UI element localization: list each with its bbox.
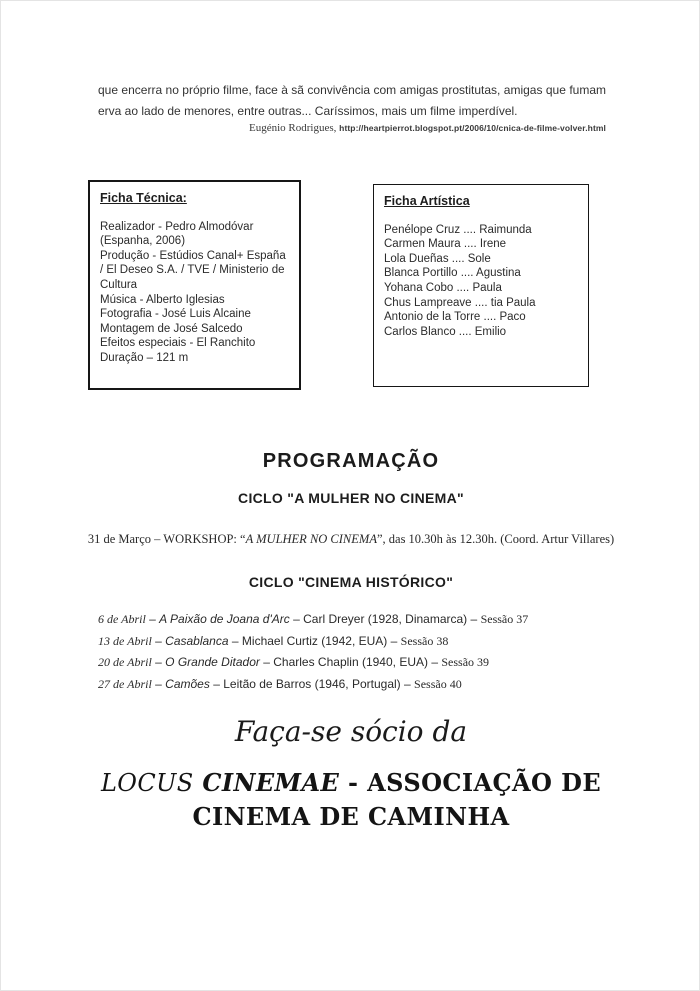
dash-separator: – (231, 633, 239, 648)
dash-separator: – (470, 612, 478, 626)
cast-line: Lola Dueñas .... Sole (384, 252, 491, 265)
dash-separator: – (293, 612, 300, 626)
film-session: Sessão 39 (441, 655, 490, 670)
film-entry (98, 612, 528, 634)
film-date: 13 de Abril (98, 633, 152, 648)
film-credits: Charles Chaplin (1940, EUA) (273, 655, 428, 670)
dash-separator: – (155, 655, 162, 670)
film-title: Camões (165, 676, 210, 691)
ficha-tecnica-line: Duração – 121 m (100, 351, 189, 364)
dash-separator: – (155, 633, 162, 648)
dash-separator: – (263, 655, 270, 670)
intro-paragraph: que encerra no próprio filme, face à sã convivência com amigas prostitutas, amigas que fumam erva ao lado de menores, entre outras... Caríssimos, mais um filme imperdível. (98, 83, 606, 118)
cast-line: Chus Lampreave .... tia Paula (384, 296, 536, 309)
workshop-title: A MULHER NO CINEMA (245, 532, 377, 546)
workshop-prefix: 31 de Março – WORKSHOP: “ (87, 532, 246, 546)
ficha-tecnica-line: Fotografia - José Luis Alcaine (100, 308, 251, 321)
association-name-line2: CINEMA DE CAMINHA (192, 802, 510, 831)
film-credits: Carl Dreyer (1928, Dinamarca) (303, 612, 468, 626)
film-session: Sessão 38 (400, 633, 449, 648)
film-entry (98, 677, 528, 699)
program-heading: PROGRAMAÇÃO (262, 450, 440, 472)
film-schedule (98, 612, 528, 698)
dash-separator: – (155, 676, 162, 691)
film-title: O Grande Ditador (165, 655, 260, 670)
dash-separator: – (149, 612, 156, 626)
workshop-suffix: ”, das 10.30h às 12.30h. (Coord. Artur Villares) (376, 532, 615, 546)
ficha-tecnica-line: Montagem de José Salcedo (100, 322, 243, 335)
film-title: Casablanca (165, 633, 229, 648)
dash-separator: – (213, 676, 220, 691)
film-session: Sessão 37 (480, 612, 529, 626)
attribution-author: Eugénio Rodrigues, (249, 122, 340, 134)
ficha-artistica-box (373, 184, 589, 387)
attribution-url: http://heartpierrot.blogspot.pt/2006/10/cnica-de-filme-volver.html (339, 123, 606, 133)
ficha-tecnica-line: Música - Alberto Iglesias (100, 293, 225, 306)
ficha-tecnica-line: Realizador - Pedro Almodóvar (Espanha, 2006) (100, 220, 254, 248)
workshop-line (1, 532, 700, 547)
cast-line: Blanca Portillo .... Agustina (384, 267, 521, 280)
dash-separator: – (404, 676, 411, 691)
ficha-tecnica-line: Produção - Estúdios Canal+ España / El Deseo S.A. / TVE / Ministerio de Cultura (100, 249, 286, 291)
film-title: A Paixão de Joana d'Arc (159, 612, 290, 626)
film-entry (98, 655, 528, 677)
org-locus: LOCUS (100, 769, 194, 797)
association-name-line1 (1, 766, 700, 800)
org-cinemae: CINEMAE (202, 768, 340, 797)
ficha-artistica-title: Ficha Artística (384, 194, 470, 208)
film-credits: Michael Curtiz (1942, EUA) (241, 633, 388, 648)
cycle-historic-cinema-heading: CICLO "CINEMA HISTÓRICO" (248, 574, 454, 590)
cast-line: Yohana Cobo .... Paula (384, 281, 502, 294)
cast-line: Penélope Cruz .... Raimunda (384, 223, 532, 236)
film-entry (98, 634, 528, 656)
dash-separator: – (431, 655, 439, 670)
film-date: 27 de Abril (98, 676, 152, 691)
cycle-woman-cinema-heading: CICLO "A MULHER NO CINEMA" (238, 490, 464, 506)
cast-line: Carlos Blanco .... Emilio (384, 325, 507, 338)
dash-separator: – (390, 633, 398, 648)
cast-line: Carmen Maura .... Irene (384, 238, 507, 251)
ficha-tecnica-line: Efeitos especiais - El Ranchito (100, 337, 256, 350)
association-name (1, 766, 700, 833)
org-rest: - ASSOCIAÇÃO DE (348, 768, 602, 797)
membership-lead: Faça-se sócio da (234, 715, 468, 748)
cast-line: Antonio de la Torre .... Paco (384, 311, 526, 324)
attribution-line (98, 122, 606, 134)
film-credits: Leitão de Barros (1946, Portugal) (223, 676, 401, 691)
film-date: 20 de Abril (98, 655, 152, 670)
film-session: Sessão 40 (414, 676, 462, 691)
ficha-tecnica-box (88, 180, 301, 390)
film-date: 6 de Abril (98, 612, 146, 626)
ficha-tecnica-title: Ficha Técnica: (100, 191, 187, 205)
